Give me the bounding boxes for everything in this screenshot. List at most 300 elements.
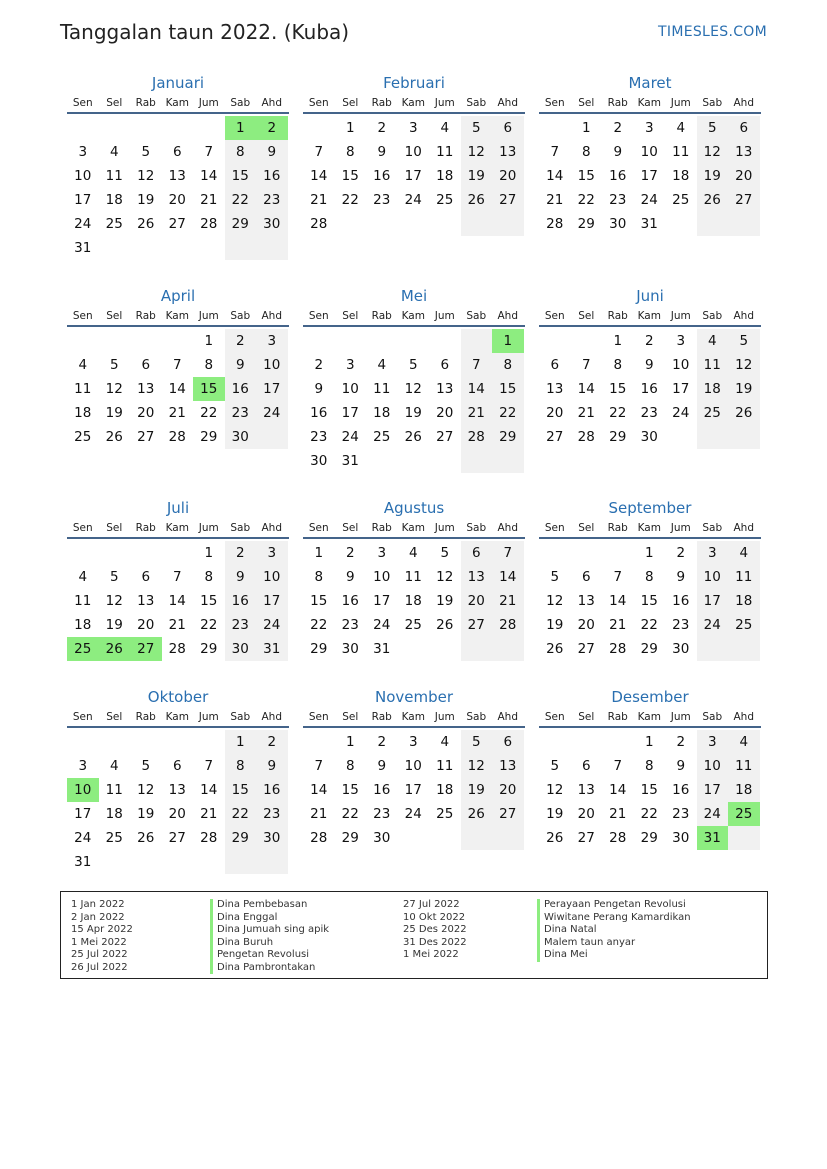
day-grid [67, 541, 289, 661]
day-cell: 3 [408, 120, 418, 136]
day-cell: 4 [109, 758, 119, 774]
day-cell: 22 [577, 192, 595, 208]
day-cell: 8 [204, 569, 214, 585]
day-cell: 6 [492, 730, 524, 754]
empty-cell [162, 541, 194, 565]
empty-cell [461, 637, 493, 661]
day-cell: 23 [256, 802, 288, 826]
day-cell: 3 [256, 541, 288, 565]
day-cell: 2 [377, 734, 387, 750]
day-cell: 10 [697, 754, 729, 778]
day-cell: 9 [377, 144, 387, 160]
empty-cell [225, 850, 257, 874]
weekday-header [67, 519, 289, 539]
day-cell: 11 [74, 381, 92, 397]
day-cell: 11 [728, 565, 760, 589]
day-cell: 10 [404, 758, 422, 774]
empty-cell [99, 850, 131, 874]
day-cell: 29 [640, 641, 658, 657]
day-cell: 16 [256, 778, 288, 802]
empty-cell [366, 449, 398, 473]
day-cell: 17 [697, 589, 729, 613]
day-cell: 19 [105, 405, 123, 421]
day-cell: 6 [461, 541, 493, 565]
day-cell: 19 [546, 806, 564, 822]
month-name: Oktober [147, 688, 209, 706]
day-cell: 26 [436, 617, 454, 633]
empty-cell [130, 329, 162, 353]
holiday-date: 15 Apr 2022 [71, 924, 133, 935]
empty-cell [162, 850, 194, 874]
day-cell: 4 [697, 329, 729, 353]
day-cell: 22 [200, 405, 218, 421]
month-juni [539, 285, 761, 449]
weekday-label: Rab [371, 522, 392, 534]
day-cell: 15 [310, 593, 328, 609]
day-cell: 25 [697, 401, 729, 425]
day-cell: 28 [546, 216, 564, 232]
day-cell: 29 [577, 216, 595, 232]
day-cell: 28 [310, 830, 328, 846]
day-cell: 9 [314, 381, 324, 397]
weekday-label: Jum [434, 310, 455, 322]
day-cell: 8 [644, 569, 654, 585]
day-cell: 24 [341, 429, 359, 445]
day-grid [539, 541, 761, 661]
month-name: Desember [611, 688, 689, 706]
weekday-label: Ahd [497, 310, 518, 322]
day-grid [67, 329, 289, 449]
day-grid [303, 541, 525, 661]
empty-cell [162, 236, 194, 260]
day-cell: 15 [341, 168, 359, 184]
day-cell: 14 [492, 565, 524, 589]
day-cell: 4 [377, 357, 387, 373]
day-cell: 23 [373, 806, 391, 822]
day-cell: 5 [550, 569, 560, 585]
day-cell: 5 [440, 545, 450, 561]
holiday-date: 25 Jul 2022 [71, 949, 128, 960]
day-cell: 16 [609, 168, 627, 184]
holiday-day-cell: 2 [256, 116, 288, 140]
day-cell: 3 [644, 120, 654, 136]
day-cell: 27 [577, 830, 595, 846]
day-grid [539, 116, 761, 236]
weekday-header [303, 94, 525, 114]
day-cell: 13 [168, 168, 186, 184]
day-cell: 24 [74, 830, 92, 846]
day-cell: 6 [141, 357, 151, 373]
empty-cell [665, 425, 697, 449]
empty-cell [728, 212, 760, 236]
day-cell: 13 [577, 782, 595, 798]
weekday-label: Sel [342, 711, 359, 723]
empty-cell [429, 329, 461, 353]
day-cell: 4 [78, 569, 88, 585]
day-cell: 12 [697, 140, 729, 164]
day-cell: 17 [74, 192, 92, 208]
day-cell: 7 [172, 569, 182, 585]
weekday-label: Sen [544, 522, 565, 534]
weekday-label: Jum [198, 97, 219, 109]
day-cell: 19 [137, 806, 155, 822]
day-cell: 13 [728, 140, 760, 164]
day-cell: 16 [256, 164, 288, 188]
day-cell: 29 [225, 212, 257, 236]
day-cell: 16 [373, 168, 391, 184]
month-name: Juli [166, 499, 190, 517]
day-cell: 15 [609, 381, 627, 397]
weekday-label: Sab [230, 711, 251, 723]
day-cell: 21 [609, 806, 627, 822]
day-cell: 6 [581, 758, 591, 774]
weekday-label: Jum [670, 97, 691, 109]
empty-cell [193, 116, 225, 140]
day-cell: 25 [672, 192, 690, 208]
weekday-label: Rab [371, 97, 392, 109]
day-cell: 26 [137, 830, 155, 846]
day-cell: 21 [492, 589, 524, 613]
day-cell: 1 [314, 545, 324, 561]
empty-cell [571, 329, 603, 353]
day-cell: 27 [168, 830, 186, 846]
day-cell: 31 [74, 240, 92, 256]
day-cell: 13 [137, 381, 155, 397]
day-cell: 30 [672, 830, 690, 846]
day-cell: 30 [672, 641, 690, 657]
day-cell: 9 [345, 569, 355, 585]
weekday-label: Sab [466, 711, 487, 723]
empty-cell [398, 637, 430, 661]
day-cell: 18 [697, 377, 729, 401]
day-cell: 26 [404, 429, 422, 445]
day-cell: 19 [697, 164, 729, 188]
day-cell: 20 [492, 778, 524, 802]
day-cell: 20 [168, 806, 186, 822]
day-cell: 18 [672, 168, 690, 184]
weekday-label: Jum [670, 522, 691, 534]
empty-cell [67, 541, 99, 565]
day-cell: 9 [225, 565, 257, 589]
empty-cell [99, 329, 131, 353]
day-cell: 3 [408, 734, 418, 750]
empty-cell [728, 637, 760, 661]
day-cell: 7 [172, 357, 182, 373]
day-cell: 5 [109, 569, 119, 585]
weekday-header [303, 708, 525, 728]
day-cell: 22 [341, 192, 359, 208]
weekday-label: Sen [544, 97, 565, 109]
holiday-name: Pengetan Revolusi [210, 949, 329, 962]
weekday-label: Sen [308, 97, 329, 109]
empty-cell [539, 329, 571, 353]
weekday-label: Ahd [261, 310, 282, 322]
day-cell: 31 [256, 637, 288, 661]
day-cell: 27 [436, 429, 454, 445]
holiday-day-cell: 15 [193, 377, 225, 401]
day-cell: 12 [461, 140, 493, 164]
day-cell: 24 [697, 802, 729, 826]
holiday-dates-left [71, 899, 133, 974]
holiday-date: 25 Des 2022 [403, 924, 467, 935]
weekday-label: Sel [106, 310, 123, 322]
day-cell: 29 [341, 830, 359, 846]
day-cell: 16 [225, 589, 257, 613]
day-cell: 14 [577, 381, 595, 397]
month-maret [539, 72, 761, 236]
day-cell: 28 [200, 216, 218, 232]
weekday-label: Rab [371, 711, 392, 723]
day-cell: 13 [492, 140, 524, 164]
day-cell: 7 [613, 569, 623, 585]
day-cell: 13 [168, 782, 186, 798]
weekday-label: Sel [106, 711, 123, 723]
day-cell: 22 [341, 806, 359, 822]
day-cell: 5 [461, 730, 493, 754]
day-cell: 27 [728, 188, 760, 212]
day-cell: 20 [577, 617, 595, 633]
day-cell: 29 [200, 429, 218, 445]
empty-cell [99, 541, 131, 565]
day-cell: 14 [168, 593, 186, 609]
day-cell: 12 [137, 782, 155, 798]
day-cell: 4 [109, 144, 119, 160]
holiday-name: Malem taun anyar [537, 937, 691, 950]
day-cell: 28 [461, 425, 493, 449]
weekday-label: Ahd [261, 711, 282, 723]
weekday-label: Kam [165, 711, 189, 723]
day-cell: 20 [728, 164, 760, 188]
day-grid [539, 730, 761, 850]
day-cell: 11 [672, 144, 690, 160]
day-cell: 22 [310, 617, 328, 633]
day-cell: 8 [225, 140, 257, 164]
day-cell: 14 [609, 782, 627, 798]
day-cell: 13 [137, 593, 155, 609]
day-cell: 18 [436, 168, 454, 184]
day-cell: 18 [74, 405, 92, 421]
day-cell: 14 [200, 782, 218, 798]
day-cell: 30 [256, 826, 288, 850]
day-cell: 6 [172, 758, 182, 774]
day-cell: 17 [256, 589, 288, 613]
day-cell: 1 [644, 734, 654, 750]
holiday-day-cell: 31 [697, 826, 729, 850]
day-cell: 4 [728, 730, 760, 754]
month-agustus [303, 497, 525, 661]
weekday-label: Kam [637, 310, 661, 322]
day-cell: 1 [345, 734, 355, 750]
day-cell: 18 [728, 778, 760, 802]
weekday-label: Kam [165, 97, 189, 109]
weekday-label: Ahd [497, 711, 518, 723]
empty-cell [461, 329, 493, 353]
day-cell: 24 [256, 401, 288, 425]
day-cell: 18 [728, 589, 760, 613]
day-cell: 27 [137, 429, 155, 445]
day-cell: 16 [672, 593, 690, 609]
weekday-label: Sel [578, 97, 595, 109]
day-cell: 4 [408, 545, 418, 561]
weekday-label: Kam [165, 310, 189, 322]
holiday-day-cell: 1 [225, 116, 257, 140]
weekday-label: Sel [106, 522, 123, 534]
day-cell: 11 [697, 353, 729, 377]
day-cell: 17 [672, 381, 690, 397]
empty-cell [256, 425, 288, 449]
day-cell: 24 [640, 192, 658, 208]
day-cell: 24 [404, 192, 422, 208]
month-januari [67, 72, 289, 260]
day-cell: 23 [373, 192, 391, 208]
day-cell: 21 [200, 806, 218, 822]
day-cell: 25 [105, 830, 123, 846]
weekday-label: Jum [434, 97, 455, 109]
holiday-name: Dina Natal [537, 924, 691, 937]
day-cell: 7 [314, 758, 324, 774]
day-cell: 15 [225, 778, 257, 802]
holiday-date: 1 Mei 2022 [403, 949, 459, 960]
day-cell: 16 [225, 377, 257, 401]
weekday-label: Kam [637, 97, 661, 109]
day-cell: 18 [404, 593, 422, 609]
day-cell: 7 [314, 144, 324, 160]
weekday-label: Jum [434, 711, 455, 723]
empty-cell [67, 329, 99, 353]
day-cell: 23 [640, 405, 658, 421]
day-cell: 5 [408, 357, 418, 373]
day-cell: 7 [204, 758, 214, 774]
day-cell: 29 [609, 429, 627, 445]
day-cell: 26 [461, 802, 493, 826]
day-cell: 8 [644, 758, 654, 774]
day-cell: 26 [105, 429, 123, 445]
holiday-name: Dina Enggal [210, 912, 329, 925]
day-cell: 19 [728, 377, 760, 401]
holiday-name: Wiwitane Perang Kamardikan [537, 912, 691, 925]
day-cell: 2 [377, 120, 387, 136]
empty-cell [697, 637, 729, 661]
weekday-header [67, 94, 289, 114]
day-cell: 26 [697, 188, 729, 212]
day-cell: 17 [404, 782, 422, 798]
day-cell: 29 [225, 826, 257, 850]
day-cell: 29 [640, 830, 658, 846]
day-cell: 26 [546, 641, 564, 657]
day-cell: 30 [310, 453, 328, 469]
day-cell: 28 [609, 641, 627, 657]
day-cell: 18 [105, 806, 123, 822]
day-cell: 5 [461, 116, 493, 140]
empty-cell [429, 212, 461, 236]
day-cell: 12 [728, 353, 760, 377]
day-cell: 23 [609, 192, 627, 208]
day-cell: 16 [672, 782, 690, 798]
weekday-header [67, 307, 289, 327]
day-cell: 28 [577, 429, 595, 445]
day-cell: 17 [341, 405, 359, 421]
day-cell: 11 [728, 754, 760, 778]
empty-cell [571, 541, 603, 565]
weekday-header [539, 94, 761, 114]
empty-cell [398, 826, 430, 850]
weekday-label: Sen [72, 711, 93, 723]
month-name: November [374, 688, 454, 706]
day-cell: 24 [672, 405, 690, 421]
empty-cell [366, 212, 398, 236]
day-cell: 11 [436, 144, 454, 160]
empty-cell [461, 449, 493, 473]
month-name: Agustus [383, 499, 445, 517]
day-cell: 19 [436, 593, 454, 609]
holiday-name: Dina Mei [537, 949, 691, 962]
holiday-day-cell: 25 [67, 637, 99, 661]
empty-cell [429, 449, 461, 473]
day-cell: 14 [200, 168, 218, 184]
day-cell: 1 [225, 730, 257, 754]
weekday-label: Ahd [497, 97, 518, 109]
day-cell: 17 [404, 168, 422, 184]
day-cell: 6 [172, 144, 182, 160]
day-cell: 1 [581, 120, 591, 136]
day-cell: 10 [256, 565, 288, 589]
day-cell: 17 [373, 593, 391, 609]
empty-cell [162, 730, 194, 754]
day-cell: 2 [345, 545, 355, 561]
day-cell: 3 [345, 357, 355, 373]
day-cell: 24 [404, 806, 422, 822]
day-cell: 29 [310, 641, 328, 657]
day-cell: 28 [310, 216, 328, 232]
day-cell: 10 [373, 569, 391, 585]
day-cell: 12 [436, 569, 454, 585]
day-cell: 2 [676, 734, 686, 750]
month-november [303, 686, 525, 850]
day-cell: 9 [256, 754, 288, 778]
weekday-label: Sen [308, 522, 329, 534]
day-cell: 9 [676, 758, 686, 774]
day-cell: 6 [550, 357, 560, 373]
day-cell: 21 [609, 617, 627, 633]
holiday-date: 1 Mei 2022 [71, 936, 127, 948]
weekday-header [539, 307, 761, 327]
day-cell: 6 [581, 569, 591, 585]
day-cell: 24 [74, 216, 92, 232]
day-cell: 21 [461, 401, 493, 425]
empty-cell [193, 850, 225, 874]
brand-logo-text[interactable]: TIMESLES.COM [658, 24, 767, 40]
holiday-name: Perayaan Pengetan Revolusi [537, 899, 691, 912]
day-cell: 18 [373, 405, 391, 421]
day-cell: 5 [109, 357, 119, 373]
day-cell: 18 [436, 782, 454, 798]
day-cell: 18 [105, 192, 123, 208]
weekday-label: Rab [607, 522, 628, 534]
day-cell: 7 [581, 357, 591, 373]
day-cell: 8 [581, 144, 591, 160]
day-cell: 3 [78, 758, 88, 774]
weekday-label: Sel [578, 711, 595, 723]
day-cell: 15 [225, 164, 257, 188]
day-cell: 12 [105, 593, 123, 609]
day-cell: 24 [256, 613, 288, 637]
weekday-label: Rab [135, 310, 156, 322]
empty-cell [461, 826, 493, 850]
weekday-label: Sab [466, 522, 487, 534]
holiday-name: Dina Jumuah sing apik [210, 924, 329, 937]
holiday-day-cell: 26 [99, 637, 131, 661]
day-cell: 24 [697, 613, 729, 637]
